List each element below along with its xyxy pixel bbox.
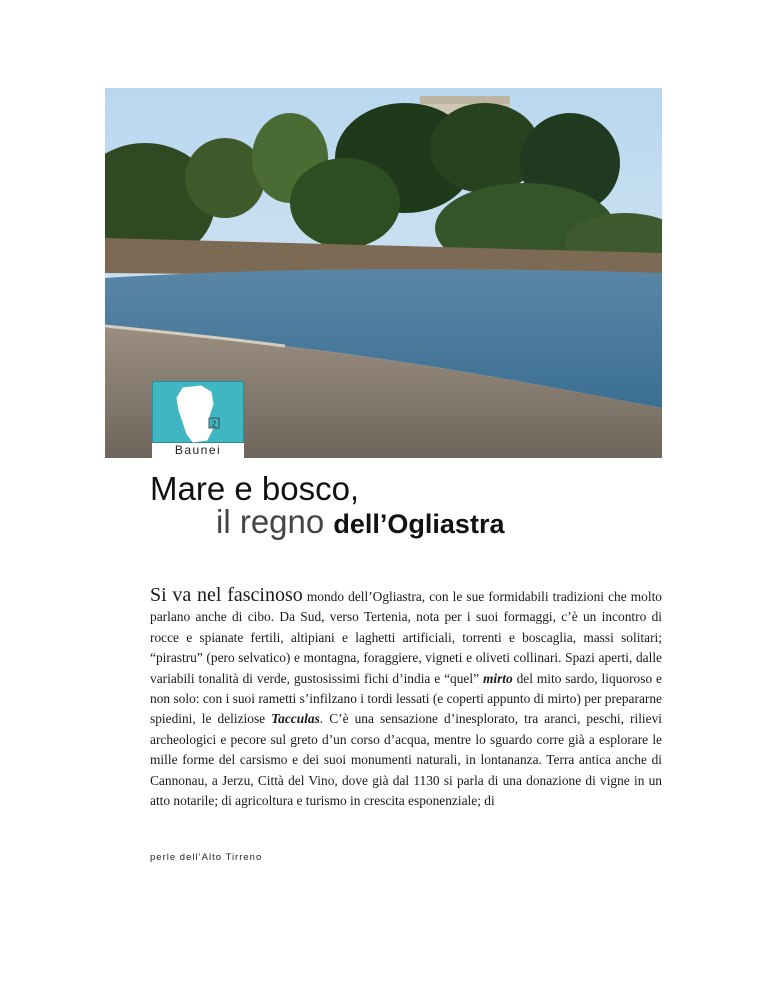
term-mirto: mirto bbox=[482, 670, 513, 686]
title-bold: dell’Ogliastra bbox=[333, 509, 505, 539]
title-line-1: Mare e bosco, bbox=[150, 470, 360, 507]
body-middle: del mito sardo, liquoroso e non solo: con i suoi rametti s’infilzano i tordi lessati (e coperti appunto di mirto) per prepararne spiedini, le deliziose bbox=[150, 670, 662, 727]
badge-number: 2 bbox=[211, 419, 217, 429]
sardinia-map-icon bbox=[152, 381, 244, 443]
article-paragraph bbox=[150, 585, 662, 811]
lead-phrase: Si va nel fascinoso bbox=[150, 584, 303, 606]
article-text bbox=[150, 585, 662, 811]
term-tacculas: Tacculas bbox=[271, 711, 320, 727]
footer-publication: perle dell’Alto Tirreno bbox=[150, 852, 263, 863]
badge-label: Baunei bbox=[152, 443, 244, 458]
title-line-2 bbox=[216, 503, 504, 541]
title-light: il regno bbox=[216, 503, 325, 540]
body-end: . C’è una sensazione d’inesplorato, tra aranci, peschi, rilievi archeologici e pecore sul greto d’un corso d’acqua, mentre lo sguardo corre già a esplorare le mille forme del carsismo e dei suoi monumenti naturali, in lontananza. Terra antica anche di Cannonau, a Jerzu, Città del Vino, dove già dal 1130 si parla di una donazione di vigne in un atto notarile; di agricoltura e turismo in crescita esponenziale; di bbox=[150, 711, 662, 809]
body-intro: mondo dell’Ogliastra, con le sue formidabili tradizioni che molto parlano anche di cibo. Da Sud, verso Tertenia, nota per i suoi formaggi, c’è un incontro di rocce e spianate fertili, altipiani e laghetti artificiali, torrenti e boscaglia, massi solitari; “pirastru” (pero selvatico) e montagna, foraggiere, vigneti e oliveti collinari. Spazi aperti, dalle variabili tonalità di verde, gustosissimi fichi d’india e “quel” bbox=[150, 589, 662, 686]
region-badge bbox=[152, 381, 244, 458]
